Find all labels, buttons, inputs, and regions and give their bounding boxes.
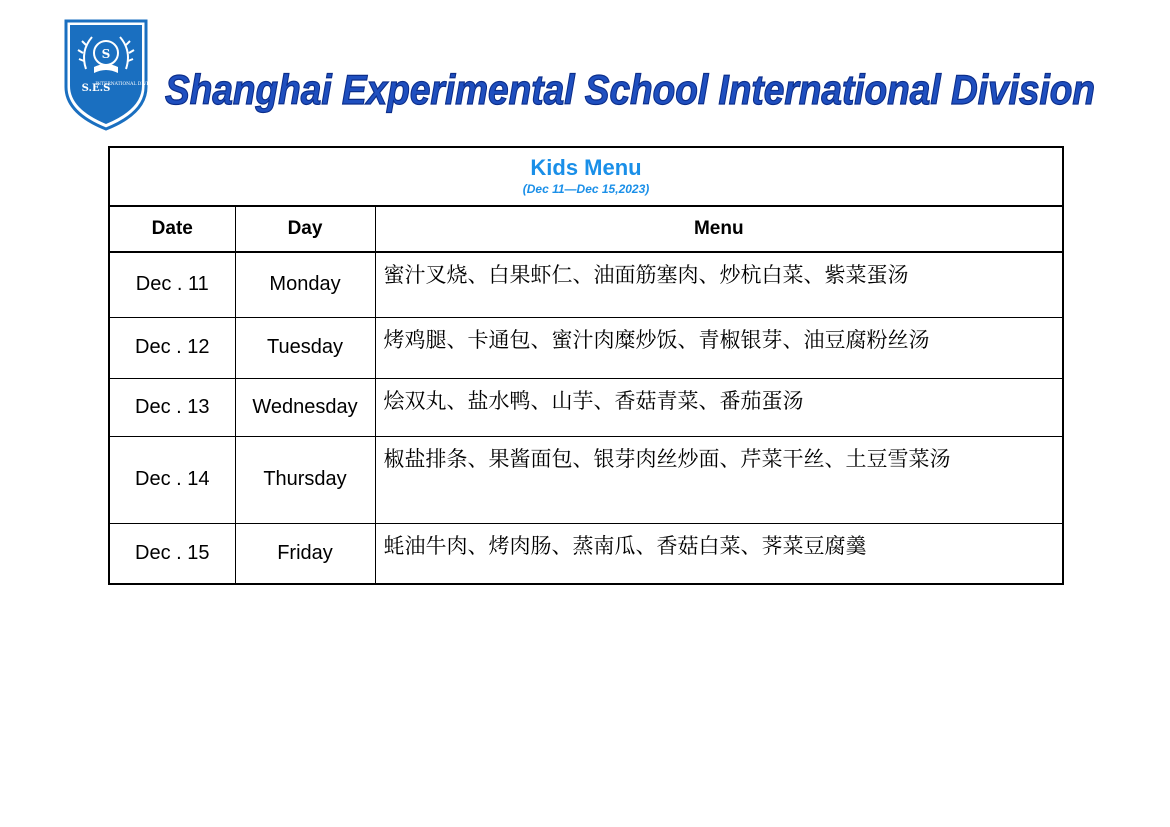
table-row	[109, 436, 1063, 523]
table-row	[109, 317, 1063, 378]
column-header-day: Day	[235, 206, 375, 252]
menu-title-cell	[109, 147, 1063, 206]
day-cell: Friday	[235, 523, 375, 584]
menu-cell: 椒盐排条、果酱面包、银芽肉丝炒面、芹菜干丝、土豆雪菜汤	[375, 436, 1063, 523]
day-cell: Thursday	[235, 436, 375, 523]
menu-cell: 烤鸡腿、卡通包、蜜汁肉糜炒饭、青椒银芽、油豆腐粉丝汤	[375, 317, 1063, 378]
table-header-row	[109, 206, 1063, 252]
logo-side-text: INTERNATIONAL DIVISION	[95, 82, 161, 87]
date-cell: Dec . 11	[109, 252, 235, 317]
date-cell: Dec . 14	[109, 436, 235, 523]
menu-date-range: (Dec 11—Dec 15,2023)	[522, 182, 650, 196]
date-cell: Dec . 13	[109, 378, 235, 436]
school-logo	[62, 17, 161, 131]
school-name-text: Shanghai Experimental School International Division	[165, 66, 1095, 113]
day-cell: Monday	[235, 252, 375, 317]
svg-text:S: S	[101, 47, 111, 61]
table-row	[109, 252, 1063, 317]
table-row	[109, 523, 1063, 584]
column-header-date: Date	[109, 206, 235, 252]
table-row	[109, 378, 1063, 436]
menu-title-row	[109, 147, 1063, 206]
logo-text: S.E.S	[81, 83, 111, 94]
menu-cell: 蜜汁叉烧、白果虾仁、油面筋塞肉、炒杭白菜、紫菜蛋汤	[375, 252, 1063, 317]
school-name	[165, 60, 1105, 120]
day-cell: Tuesday	[235, 317, 375, 378]
date-cell: Dec . 15	[109, 523, 235, 584]
date-cell: Dec . 12	[109, 317, 235, 378]
column-header-menu: Menu	[375, 206, 1063, 252]
day-cell: Wednesday	[235, 378, 375, 436]
menu-title: Kids Menu	[530, 155, 642, 180]
menu-table	[108, 146, 1064, 585]
menu-cell: 蚝油牛肉、烤肉肠、蒸南瓜、香菇白菜、荠菜豆腐羹	[375, 523, 1063, 584]
menu-cell: 烩双丸、盐水鸭、山芋、香菇青菜、番茄蛋汤	[375, 378, 1063, 436]
